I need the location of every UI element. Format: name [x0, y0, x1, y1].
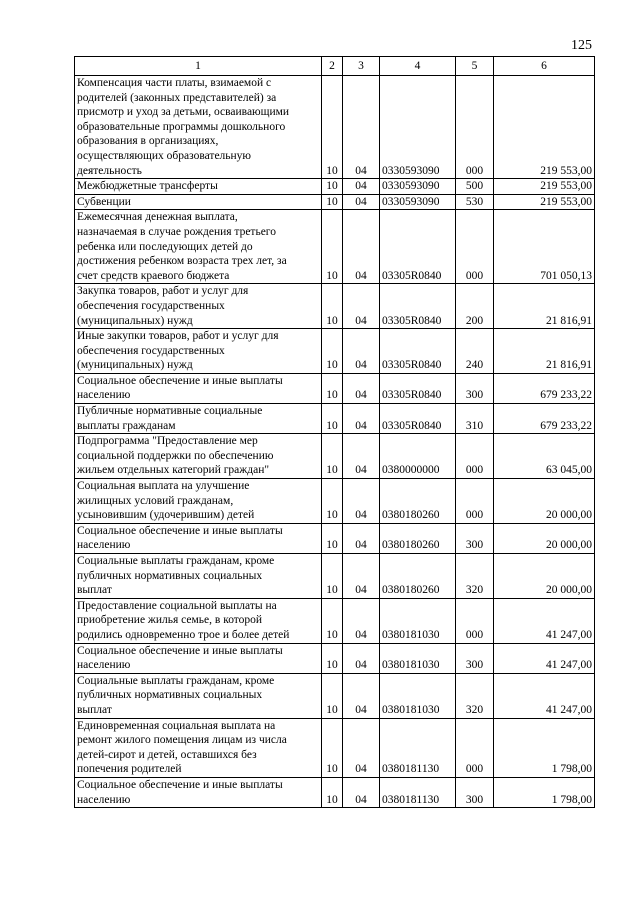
row-name: Закупка товаров, работ и услуг для обеспечения государственных (муниципальных) нужд: [75, 284, 322, 329]
header-col-name: 1: [75, 57, 322, 76]
row-target-article: 0380181030: [380, 673, 456, 718]
row-expense-type: 000: [456, 76, 494, 179]
row-expense-type: 300: [456, 643, 494, 673]
row-target-article: 03305R0840: [380, 404, 456, 434]
row-amount: 701 050,13: [494, 210, 595, 284]
table-row: [75, 434, 595, 479]
row-subsection: 04: [343, 598, 380, 643]
row-target-article: 0380181030: [380, 643, 456, 673]
row-expense-type: 000: [456, 434, 494, 479]
row-section: 10: [322, 777, 343, 807]
row-name: Социальные выплаты гражданам, кроме публичных нормативных социальных выплат: [75, 673, 322, 718]
row-section: 10: [322, 284, 343, 329]
row-name: Социальное обеспечение и иные выплаты населению: [75, 523, 322, 553]
row-expense-type: 300: [456, 373, 494, 403]
row-amount: 219 553,00: [494, 76, 595, 179]
row-amount: 41 247,00: [494, 643, 595, 673]
row-section: 10: [322, 76, 343, 179]
row-section: 10: [322, 210, 343, 284]
row-expense-type: 320: [456, 554, 494, 599]
row-expense-type: 320: [456, 673, 494, 718]
table-row: [75, 194, 595, 210]
row-target-article: 0330593090: [380, 179, 456, 195]
row-expense-type: 200: [456, 284, 494, 329]
row-target-article: 0380180260: [380, 479, 456, 524]
row-amount: 219 553,00: [494, 179, 595, 195]
row-section: 10: [322, 434, 343, 479]
row-subsection: 04: [343, 479, 380, 524]
row-expense-type: 000: [456, 210, 494, 284]
header-col-vr: 5: [456, 57, 494, 76]
table-row: [75, 523, 595, 553]
table-row: [75, 373, 595, 403]
row-amount: 679 233,22: [494, 373, 595, 403]
row-target-article: 0380181130: [380, 777, 456, 807]
row-section: 10: [322, 329, 343, 374]
row-subsection: 04: [343, 329, 380, 374]
row-expense-type: 000: [456, 479, 494, 524]
table-row: [75, 329, 595, 374]
row-amount: 219 553,00: [494, 194, 595, 210]
row-subsection: 04: [343, 718, 380, 777]
row-expense-type: 500: [456, 179, 494, 195]
page-number: 125: [571, 38, 592, 53]
header-col-subsection: 3: [343, 57, 380, 76]
row-name: Межбюджетные трансферты: [75, 179, 322, 195]
row-section: 10: [322, 194, 343, 210]
row-name: Подпрограмма "Предоставление мер социальной поддержки по обеспечению жильем отдельных категорий граждан": [75, 434, 322, 479]
table-row: [75, 777, 595, 807]
row-target-article: 03305R0840: [380, 373, 456, 403]
row-amount: 21 816,91: [494, 284, 595, 329]
row-subsection: 04: [343, 643, 380, 673]
row-subsection: 04: [343, 673, 380, 718]
row-name: Единовременная социальная выплата на ремонт жилого помещения лицам из числа детей-сирот и детей, оставшихся без попечения родителей: [75, 718, 322, 777]
table-row: [75, 284, 595, 329]
row-subsection: 04: [343, 434, 380, 479]
row-name: Предоставление социальной выплаты на приобретение жилья семье, в которой родились одновременно трое и более детей: [75, 598, 322, 643]
row-subsection: 04: [343, 194, 380, 210]
row-amount: 41 247,00: [494, 673, 595, 718]
table-row: [75, 179, 595, 195]
row-amount: 679 233,22: [494, 404, 595, 434]
table-row: [75, 76, 595, 179]
row-subsection: 04: [343, 284, 380, 329]
row-section: 10: [322, 598, 343, 643]
row-amount: 20 000,00: [494, 523, 595, 553]
row-subsection: 04: [343, 210, 380, 284]
row-subsection: 04: [343, 76, 380, 179]
row-amount: 21 816,91: [494, 329, 595, 374]
row-expense-type: 000: [456, 598, 494, 643]
row-section: 10: [322, 479, 343, 524]
row-section: 10: [322, 373, 343, 403]
row-section: 10: [322, 404, 343, 434]
row-section: 10: [322, 718, 343, 777]
row-target-article: 0330593090: [380, 76, 456, 179]
row-name: Иные закупки товаров, работ и услуг для обеспечения государственных (муниципальных) нужд: [75, 329, 322, 374]
row-expense-type: 530: [456, 194, 494, 210]
header-row: [75, 57, 595, 76]
header-col-amount: 6: [494, 57, 595, 76]
row-section: 10: [322, 643, 343, 673]
row-section: 10: [322, 554, 343, 599]
row-target-article: 0380180260: [380, 523, 456, 553]
header-col-section: 2: [322, 57, 343, 76]
row-target-article: 0380000000: [380, 434, 456, 479]
table-row: [75, 598, 595, 643]
row-expense-type: 300: [456, 777, 494, 807]
budget-table: [74, 56, 595, 808]
table-row: [75, 673, 595, 718]
row-subsection: 04: [343, 404, 380, 434]
table-body: [75, 76, 595, 808]
row-target-article: 0380180260: [380, 554, 456, 599]
row-target-article: 03305R0840: [380, 210, 456, 284]
row-name: Социальные выплаты гражданам, кроме публичных нормативных социальных выплат: [75, 554, 322, 599]
table-row: [75, 404, 595, 434]
row-name: Публичные нормативные социальные выплаты гражданам: [75, 404, 322, 434]
row-amount: 41 247,00: [494, 598, 595, 643]
row-subsection: 04: [343, 523, 380, 553]
table-row: [75, 718, 595, 777]
row-target-article: 03305R0840: [380, 329, 456, 374]
row-expense-type: 000: [456, 718, 494, 777]
row-subsection: 04: [343, 554, 380, 599]
row-target-article: 0380181130: [380, 718, 456, 777]
row-subsection: 04: [343, 777, 380, 807]
row-target-article: 0380181030: [380, 598, 456, 643]
row-amount: 1 798,00: [494, 718, 595, 777]
table-row: [75, 210, 595, 284]
row-subsection: 04: [343, 373, 380, 403]
row-name: Компенсация части платы, взимаемой с родителей (законных представителей) за присмотр и уход за детьми, осваивающими образовательные программы дошкольного образования в организациях, осуществляющих образовательную деятельность: [75, 76, 322, 179]
row-name: Социальное обеспечение и иные выплаты населению: [75, 643, 322, 673]
table-row: [75, 554, 595, 599]
row-name: Субвенции: [75, 194, 322, 210]
row-target-article: 0330593090: [380, 194, 456, 210]
table-row: [75, 643, 595, 673]
row-target-article: 03305R0840: [380, 284, 456, 329]
row-amount: 1 798,00: [494, 777, 595, 807]
row-subsection: 04: [343, 179, 380, 195]
row-section: 10: [322, 523, 343, 553]
row-name: Социальное обеспечение и иные выплаты населению: [75, 373, 322, 403]
header-col-csr: 4: [380, 57, 456, 76]
row-expense-type: 300: [456, 523, 494, 553]
row-name: Социальная выплата на улучшение жилищных условий гражданам, усыновившим (удочерившим) детей: [75, 479, 322, 524]
row-expense-type: 310: [456, 404, 494, 434]
row-amount: 20 000,00: [494, 479, 595, 524]
row-expense-type: 240: [456, 329, 494, 374]
row-section: 10: [322, 179, 343, 195]
row-amount: 20 000,00: [494, 554, 595, 599]
row-amount: 63 045,00: [494, 434, 595, 479]
row-name: Социальное обеспечение и иные выплаты населению: [75, 777, 322, 807]
table-row: [75, 479, 595, 524]
row-section: 10: [322, 673, 343, 718]
row-name: Ежемесячная денежная выплата, назначаемая в случае рождения третьего ребенка или последующих детей до достижения ребенком возраста трех лет, за счет средств краевого бюджета: [75, 210, 322, 284]
